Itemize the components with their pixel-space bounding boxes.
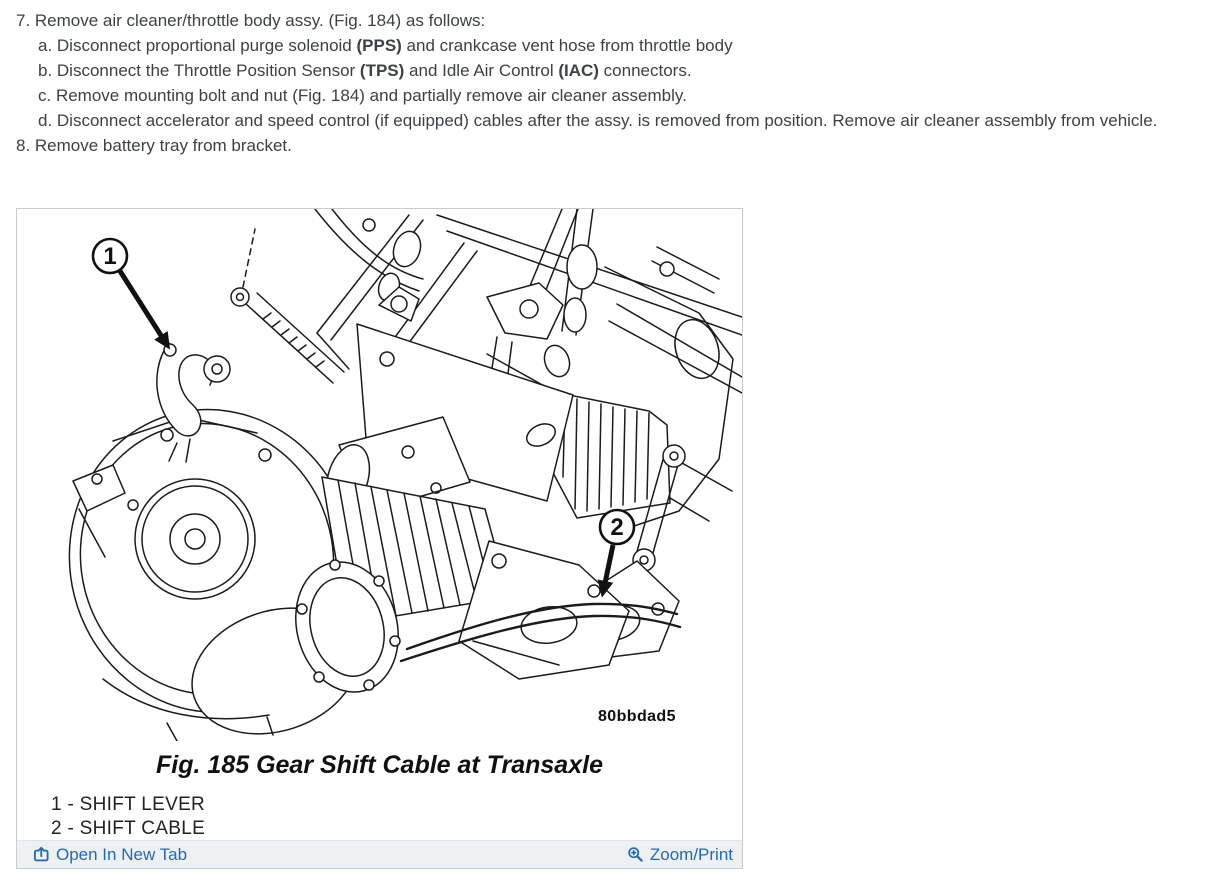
instruction-line: b. Disconnect the Throttle Position Sensor (TPS) and Idle Air Control (IAC) connectors.	[38, 61, 692, 80]
callout-1-marker	[93, 239, 162, 337]
instruction-line: 7. Remove air cleaner/throttle body assy. (Fig. 184) as follows:	[16, 11, 486, 30]
magnifier-plus-icon	[627, 846, 644, 863]
instruction-line: 8. Remove battery tray from bracket.	[16, 136, 292, 155]
figure-caption: Fig. 185 Gear Shift Cable at Transaxle	[156, 751, 603, 779]
selector-rod-art	[231, 229, 344, 383]
instruction-line: a. Disconnect proportional purge solenoid (PPS) and crankcase vent hose from throttle body	[38, 36, 733, 55]
instructions	[16, 8, 1157, 158]
figure-image-code: 80bbdad5	[598, 708, 676, 725]
instruction-line: c. Remove mounting bolt and nut (Fig. 184) and partially remove air cleaner assembly.	[38, 86, 687, 105]
figure-legend	[51, 793, 205, 841]
zoom-print-link[interactable]	[627, 845, 733, 865]
legend-item: 2 - SHIFT CABLE	[51, 818, 206, 839]
instruction-line: d. Disconnect accelerator and speed control (if equipped) cables after the assy. is removed from position. Remove air cleaner assembly from vehicle.	[38, 111, 1158, 130]
open-in-new-tab-icon	[33, 846, 50, 863]
figure-drawing	[17, 209, 742, 741]
figure-toolbar	[17, 840, 742, 868]
callout-2-number: 2	[610, 514, 624, 541]
figure-panel	[16, 208, 743, 869]
legend-item: 1 - SHIFT LEVER	[51, 794, 206, 815]
callout-1-number: 1	[103, 243, 117, 270]
zoom-print-label: Zoom/Print	[649, 844, 733, 864]
open-in-new-tab-link[interactable]	[33, 845, 187, 865]
open-in-new-tab-label: Open In New Tab	[56, 844, 188, 864]
transaxle-engine-art	[37, 209, 742, 741]
